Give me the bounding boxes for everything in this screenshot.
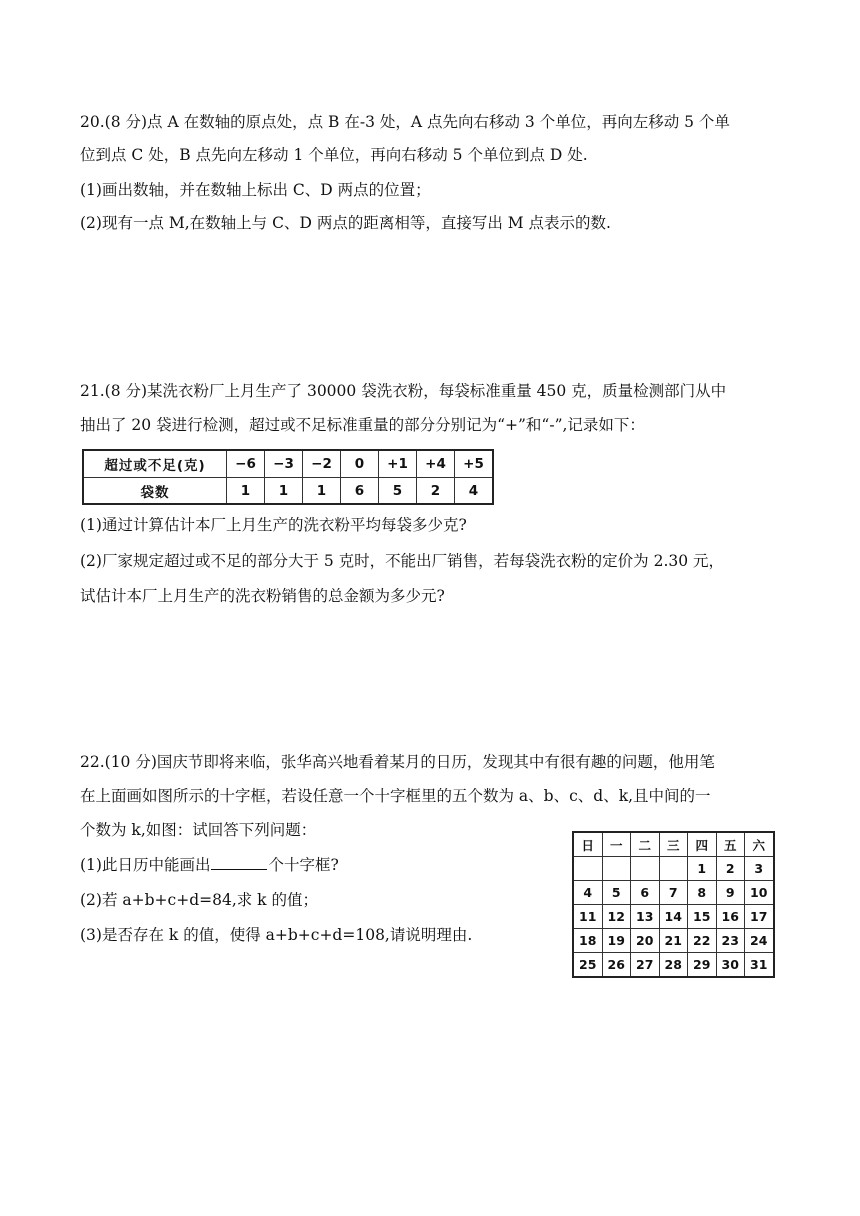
q22-part-1 (80, 855, 339, 875)
q21-line-1: 21.(8 分)某洗衣粉厂上月生产了 30000 袋洗衣粉，每袋标准重量 450 克，质量检测部门从中 (80, 382, 727, 400)
table-cell: 0 (341, 450, 379, 478)
calendar-day-cell: 24 (745, 929, 774, 953)
calendar-day-cell: 19 (602, 929, 631, 953)
calendar-weekday-header: 一 (602, 832, 631, 857)
q21-part-1: (1)通过计算估计本厂上月生产的洗衣粉平均每袋多少克? (80, 516, 467, 534)
calendar-day-cell: 15 (688, 905, 717, 929)
q20-part-2: (2)现有一点 M,在数轴上与 C、D 两点的距离相等，直接写出 M 点表示的数. (80, 214, 611, 232)
q22-part-3: (3)是否存在 k 的值，使得 a+b+c+d=108,请说明理由. (80, 926, 473, 944)
table-cell: 6 (341, 478, 379, 505)
calendar-week-row (573, 929, 774, 953)
calendar-day-cell: 27 (631, 953, 660, 978)
calendar-day-cell: 30 (716, 953, 745, 978)
calendar-day-cell: 16 (716, 905, 745, 929)
calendar-week-row (573, 881, 774, 905)
q21-part-2-line-1: (2)厂家规定超过或不足的部分大于 5 克时，不能出厂销售，若每袋洗衣粉的定价为 2.30 元， (80, 552, 725, 570)
q22-line-2: 在上面画如图所示的十字框，若设任意一个十字框里的五个数为 a、b、c、d、k,且中间的一 (80, 787, 711, 805)
table-cell: −3 (265, 450, 303, 478)
calendar-day-cell: 22 (688, 929, 717, 953)
calendar-day-cell: 1 (688, 857, 717, 881)
calendar-day-cell (602, 857, 631, 881)
calendar-weekday-header: 三 (659, 832, 688, 857)
table-cell: 1 (265, 478, 303, 505)
calendar-day-cell: 4 (573, 881, 602, 905)
table-cell: 5 (379, 478, 417, 505)
table-cell: +1 (379, 450, 417, 478)
calendar-day-cell: 6 (631, 881, 660, 905)
table-cell: 1 (303, 478, 341, 505)
calendar-day-cell: 18 (573, 929, 602, 953)
table-row-deviation (83, 450, 493, 478)
q22-part-1-before: (1)此日历中能画出 (80, 856, 211, 874)
calendar-week-row (573, 857, 774, 881)
calendar-day-cell (631, 857, 660, 881)
table-cell: 2 (417, 478, 455, 505)
calendar-day-cell: 11 (573, 905, 602, 929)
calendar-week-row (573, 905, 774, 929)
calendar-day-cell: 26 (602, 953, 631, 978)
calendar-day-cell: 14 (659, 905, 688, 929)
table-header-deviation: 超过或不足(克) (83, 450, 227, 478)
calendar-weekday-header: 日 (573, 832, 602, 857)
answer-blank (211, 855, 267, 870)
calendar-day-cell: 10 (745, 881, 774, 905)
calendar-day-cell: 7 (659, 881, 688, 905)
q20-line-2: 位到点 C 处，B 点先向左移动 1 个单位，再向右移动 5 个单位到点 D 处. (80, 146, 588, 164)
calendar-day-cell: 12 (602, 905, 631, 929)
table-cell: −2 (303, 450, 341, 478)
q20-part-1: (1)画出数轴，并在数轴上标出 C、D 两点的位置； (80, 181, 431, 199)
table-cell: +4 (417, 450, 455, 478)
table-cell: 1 (227, 478, 265, 505)
calendar-day-cell: 23 (716, 929, 745, 953)
calendar-day-cell: 3 (745, 857, 774, 881)
weight-deviation-table (82, 449, 494, 505)
calendar-day-cell: 9 (716, 881, 745, 905)
q22-line-1: 22.(10 分)国庆节即将来临，张华高兴地看着某月的日历，发现其中有很有趣的问题，他用笔 (80, 753, 715, 771)
calendar-weekday-header: 五 (716, 832, 745, 857)
calendar-day-cell: 21 (659, 929, 688, 953)
calendar-day-cell: 8 (688, 881, 717, 905)
table-header-count: 袋数 (83, 478, 227, 505)
calendar-day-cell: 28 (659, 953, 688, 978)
calendar-day-cell: 29 (688, 953, 717, 978)
calendar-day-cell: 20 (631, 929, 660, 953)
q21-part-2-line-2: 试估计本厂上月生产的洗衣粉销售的总金额为多少元? (80, 587, 445, 605)
calendar-day-cell: 13 (631, 905, 660, 929)
q20-line-1: 20.(8 分)点 A 在数轴的原点处，点 B 在-3 处，A 点先向右移动 3 个单位，再向左移动 5 个单 (80, 113, 730, 131)
table-cell: +5 (455, 450, 494, 478)
calendar-day-cell (573, 857, 602, 881)
q22-part-1-after: 个十字框? (268, 856, 339, 874)
calendar-day-cell: 5 (602, 881, 631, 905)
calendar-day-cell: 2 (716, 857, 745, 881)
calendar-day-cell: 31 (745, 953, 774, 978)
table-row-count (83, 478, 493, 505)
calendar-day-cell: 17 (745, 905, 774, 929)
q22-line-3: 个数为 k,如图：试回答下列问题： (80, 821, 317, 839)
calendar-weekday-header: 二 (631, 832, 660, 857)
q22-part-2: (2)若 a+b+c+d=84,求 k 的值； (80, 891, 318, 909)
calendar-weekday-header: 四 (688, 832, 717, 857)
calendar-day-cell (659, 857, 688, 881)
q21-line-2: 抽出了 20 袋进行检测，超过或不足标准重量的部分分别记为“+”和“-”,记录如下： (80, 416, 645, 434)
calendar-day-cell: 25 (573, 953, 602, 978)
calendar-header-row (573, 832, 774, 857)
table-cell: 4 (455, 478, 494, 505)
calendar-table (572, 831, 775, 978)
table-cell: −6 (227, 450, 265, 478)
calendar-week-row (573, 953, 774, 978)
calendar-weekday-header: 六 (745, 832, 774, 857)
